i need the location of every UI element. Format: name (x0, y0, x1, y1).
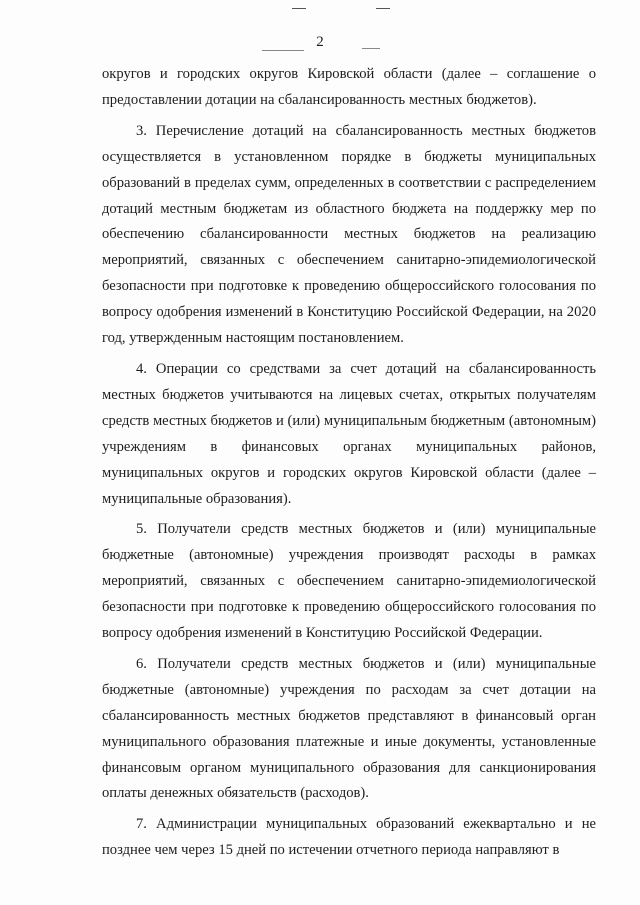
scan-mark (376, 8, 390, 9)
paragraph-5: 5. Получатели средств местных бюджетов и (или) муниципальные бюджетные (автономные) учреждения производят расходы в рамках мероприятий, связанных с обеспечением санитарно-эпидемиологической безопасности при подготовке к проведению общероссийского голосования по вопросу одобрения изменений в Конституцию Российской Федерации. (102, 521, 596, 642)
paragraph-6: 6. Получатели средств местных бюджетов и (или) муниципальные бюджетные (автономные) учреждения по расходам за счет дотации на сбалансированность местных бюджетов представляют в финансовый орган муниципального образования платежные и иные документы, установленные финансовым органом муниципального образования для санкционирования оплаты денежных обязательств (расходов). (102, 655, 596, 802)
paragraph-continuation: округов и городских округов Кировской области (далее – соглашение о предоставлении дотации на сбалансированность местных бюджетов). (102, 66, 596, 108)
scan-mark (292, 8, 306, 9)
page-number: 2 (316, 34, 324, 50)
paragraph-4: 4. Операции со средствами за счет дотаций на сбалансированность местных бюджетов учитываются на лицевых счетах, открытых получателям средств местных бюджетов и (или) муниципальным бюджетным (автономным) учреждениям в финансовых органах муниципальных районов, муниципальных округов и городских округов Кировской области (далее – муниципальные образования). (102, 360, 596, 507)
paragraph-7: 7. Администрации муниципальных образований ежеквартально и не позднее чем через 15 дней по истечении отчетного периода направляют в (102, 816, 596, 859)
document-body (102, 62, 596, 864)
paragraph-3: 3. Перечисление дотаций на сбалансированность местных бюджетов осуществляется в установленном порядке в бюджеты муниципальных образований в пределах сумм, определенных в соответствии с распределением дотаций местным бюджетам из областного бюджета на поддержку мер по обеспечению сбалансированности местных бюджетов на реализацию мероприятий, связанных с обеспечением санитарно-эпидемиологической безопасности при подготовке к проведению общероссийского голосования по вопросу одобрения изменений в Конституцию Российской Федерации, на 2020 год, утвержденным настоящим постановлением. (102, 122, 596, 347)
